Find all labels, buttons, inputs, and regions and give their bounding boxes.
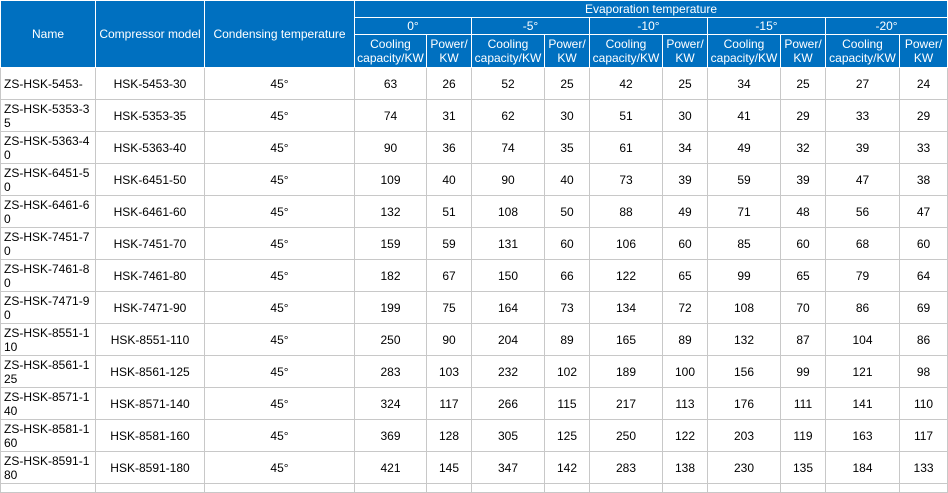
empty-cell [663, 484, 708, 493]
cooling-capacity-cell: 62 [472, 100, 545, 132]
power-cell: 59 [427, 228, 472, 260]
header-power: Power/ KW [427, 35, 472, 68]
cooling-capacity-cell: 106 [590, 228, 663, 260]
condensing-temp-cell: 45° [205, 164, 355, 196]
cooling-capacity-cell: 79 [826, 260, 900, 292]
header-power: Power/ KW [781, 35, 826, 68]
cooling-capacity-cell: 122 [590, 260, 663, 292]
header-cooling-capacity: Cooling capacity/KW [708, 35, 781, 68]
header-compressor-model: Compressor model [96, 1, 205, 68]
table-row [1, 388, 948, 420]
power-cell: 70 [781, 292, 826, 324]
cooling-capacity-cell: 250 [355, 324, 427, 356]
cooling-capacity-cell: 131 [472, 228, 545, 260]
empty-cell [427, 484, 472, 493]
name-cell: ZS-HSK-7451-70 [1, 228, 96, 260]
compressor-model-cell: HSK-8551-110 [96, 324, 205, 356]
empty-cell [590, 484, 663, 493]
power-cell: 117 [427, 388, 472, 420]
condensing-temp-cell: 45° [205, 228, 355, 260]
cooling-capacity-cell: 204 [472, 324, 545, 356]
power-cell: 72 [663, 292, 708, 324]
table-row [1, 196, 948, 228]
empty-cell [900, 484, 948, 493]
power-cell: 128 [427, 420, 472, 452]
power-cell: 111 [781, 388, 826, 420]
power-cell: 60 [545, 228, 590, 260]
power-cell: 125 [545, 420, 590, 452]
power-cell: 122 [663, 420, 708, 452]
table-row-partial [1, 484, 948, 493]
table-row [1, 68, 948, 100]
condensing-temp-cell: 45° [205, 292, 355, 324]
empty-cell [205, 484, 355, 493]
power-cell: 32 [781, 132, 826, 164]
power-cell: 50 [545, 196, 590, 228]
name-cell: ZS-HSK-8571-140 [1, 388, 96, 420]
name-cell: ZS-HSK-8561-125 [1, 356, 96, 388]
cooling-capacity-cell: 108 [472, 196, 545, 228]
header-cooling-capacity: Cooling capacity/KW [826, 35, 900, 68]
cooling-capacity-cell: 47 [826, 164, 900, 196]
cooling-capacity-cell: 56 [826, 196, 900, 228]
cooling-capacity-cell: 165 [590, 324, 663, 356]
power-cell: 30 [545, 100, 590, 132]
condensing-temp-cell: 45° [205, 68, 355, 100]
empty-cell [708, 484, 781, 493]
power-cell: 102 [545, 356, 590, 388]
cooling-capacity-cell: 305 [472, 420, 545, 452]
power-cell: 35 [545, 132, 590, 164]
cooling-capacity-cell: 61 [590, 132, 663, 164]
power-cell: 25 [663, 68, 708, 100]
cooling-capacity-cell: 90 [355, 132, 427, 164]
empty-cell [96, 484, 205, 493]
header-cooling-capacity: Cooling capacity/KW [590, 35, 663, 68]
power-cell: 110 [900, 388, 948, 420]
header-power: Power/ KW [545, 35, 590, 68]
compressor-model-cell: HSK-7461-80 [96, 260, 205, 292]
compressor-model-cell: HSK-5453-30 [96, 68, 205, 100]
power-cell: 119 [781, 420, 826, 452]
empty-cell [826, 484, 900, 493]
power-cell: 24 [900, 68, 948, 100]
power-cell: 99 [781, 356, 826, 388]
cooling-capacity-cell: 121 [826, 356, 900, 388]
power-cell: 26 [427, 68, 472, 100]
cooling-capacity-cell: 33 [826, 100, 900, 132]
table-row [1, 260, 948, 292]
compressor-model-cell: HSK-5353-35 [96, 100, 205, 132]
compressor-model-cell: HSK-8571-140 [96, 388, 205, 420]
cooling-capacity-cell: 49 [708, 132, 781, 164]
power-cell: 33 [900, 132, 948, 164]
compressor-model-cell: HSK-8591-180 [96, 452, 205, 484]
cooling-capacity-cell: 134 [590, 292, 663, 324]
condensing-temp-cell: 45° [205, 132, 355, 164]
name-cell: ZS-HSK-7461-80 [1, 260, 96, 292]
name-cell: ZS-HSK-7471-90 [1, 292, 96, 324]
power-cell: 64 [900, 260, 948, 292]
empty-cell [472, 484, 545, 493]
header-evap-temp: 0° [355, 18, 472, 35]
header-power: Power/ KW [900, 35, 948, 68]
compressor-model-cell: HSK-5363-40 [96, 132, 205, 164]
power-cell: 34 [663, 132, 708, 164]
power-cell: 29 [900, 100, 948, 132]
power-cell: 25 [781, 68, 826, 100]
cooling-capacity-cell: 182 [355, 260, 427, 292]
cooling-capacity-cell: 74 [472, 132, 545, 164]
cooling-capacity-cell: 39 [826, 132, 900, 164]
condensing-temp-cell: 45° [205, 196, 355, 228]
cooling-capacity-cell: 86 [826, 292, 900, 324]
cooling-capacity-cell: 163 [826, 420, 900, 452]
name-cell: ZS-HSK-5353-35 [1, 100, 96, 132]
cooling-capacity-cell: 42 [590, 68, 663, 100]
header-evap-temp: -10° [590, 18, 708, 35]
cooling-capacity-cell: 104 [826, 324, 900, 356]
compressor-model-cell: HSK-8561-125 [96, 356, 205, 388]
power-cell: 47 [900, 196, 948, 228]
cooling-capacity-cell: 63 [355, 68, 427, 100]
power-cell: 117 [900, 420, 948, 452]
power-cell: 133 [900, 452, 948, 484]
header-evap-temp: -5° [472, 18, 590, 35]
cooling-capacity-cell: 88 [590, 196, 663, 228]
table-row [1, 452, 948, 484]
power-cell: 29 [781, 100, 826, 132]
header-power: Power/ KW [663, 35, 708, 68]
cooling-capacity-cell: 27 [826, 68, 900, 100]
cooling-capacity-cell: 369 [355, 420, 427, 452]
compressor-model-cell: HSK-8581-160 [96, 420, 205, 452]
cooling-capacity-cell: 283 [355, 356, 427, 388]
power-cell: 142 [545, 452, 590, 484]
cooling-capacity-cell: 68 [826, 228, 900, 260]
header-evaporation-temperature: Evaporation temperature [355, 1, 948, 18]
name-cell: ZS-HSK-8591-180 [1, 452, 96, 484]
cooling-capacity-cell: 34 [708, 68, 781, 100]
condensing-temp-cell: 45° [205, 420, 355, 452]
condensing-temp-cell: 45° [205, 260, 355, 292]
cooling-capacity-cell: 156 [708, 356, 781, 388]
table-row [1, 132, 948, 164]
power-cell: 75 [427, 292, 472, 324]
power-cell: 40 [545, 164, 590, 196]
power-cell: 115 [545, 388, 590, 420]
table-row [1, 292, 948, 324]
cooling-capacity-cell: 141 [826, 388, 900, 420]
power-cell: 113 [663, 388, 708, 420]
table-body [1, 68, 948, 493]
power-cell: 51 [427, 196, 472, 228]
cooling-capacity-cell: 73 [590, 164, 663, 196]
cooling-capacity-cell: 189 [590, 356, 663, 388]
cooling-capacity-cell: 159 [355, 228, 427, 260]
power-cell: 90 [427, 324, 472, 356]
power-cell: 87 [781, 324, 826, 356]
table-row [1, 228, 948, 260]
power-cell: 48 [781, 196, 826, 228]
header-evap-temp: -15° [708, 18, 826, 35]
compressor-model-cell: HSK-7471-90 [96, 292, 205, 324]
condensing-temp-cell: 45° [205, 388, 355, 420]
name-cell: ZS-HSK-8551-110 [1, 324, 96, 356]
name-cell: ZS-HSK-5363-40 [1, 132, 96, 164]
header-name: Name [1, 1, 96, 68]
empty-cell [545, 484, 590, 493]
power-cell: 100 [663, 356, 708, 388]
power-cell: 89 [663, 324, 708, 356]
power-cell: 39 [663, 164, 708, 196]
power-cell: 40 [427, 164, 472, 196]
power-cell: 66 [545, 260, 590, 292]
power-cell: 65 [781, 260, 826, 292]
condensing-temp-cell: 45° [205, 452, 355, 484]
cooling-capacity-cell: 59 [708, 164, 781, 196]
power-cell: 69 [900, 292, 948, 324]
cooling-capacity-cell: 52 [472, 68, 545, 100]
condensing-temp-cell: 45° [205, 324, 355, 356]
power-cell: 135 [781, 452, 826, 484]
cooling-capacity-cell: 90 [472, 164, 545, 196]
power-cell: 89 [545, 324, 590, 356]
empty-cell [781, 484, 826, 493]
cooling-capacity-cell: 217 [590, 388, 663, 420]
power-cell: 60 [900, 228, 948, 260]
compressor-model-cell: HSK-6461-60 [96, 196, 205, 228]
name-cell: ZS-HSK-6461-60 [1, 196, 96, 228]
power-cell: 86 [900, 324, 948, 356]
cooling-capacity-cell: 74 [355, 100, 427, 132]
cooling-capacity-cell: 109 [355, 164, 427, 196]
cooling-capacity-cell: 99 [708, 260, 781, 292]
cooling-capacity-cell: 164 [472, 292, 545, 324]
compressor-model-cell: HSK-6451-50 [96, 164, 205, 196]
cooling-capacity-cell: 347 [472, 452, 545, 484]
empty-cell [1, 484, 96, 493]
power-cell: 60 [663, 228, 708, 260]
cooling-capacity-cell: 150 [472, 260, 545, 292]
header-cooling-capacity: Cooling capacity/KW [472, 35, 545, 68]
power-cell: 31 [427, 100, 472, 132]
cooling-capacity-cell: 41 [708, 100, 781, 132]
name-cell: ZS-HSK-8581-160 [1, 420, 96, 452]
cooling-capacity-cell: 203 [708, 420, 781, 452]
cooling-capacity-cell: 232 [472, 356, 545, 388]
cooling-capacity-cell: 132 [708, 324, 781, 356]
cooling-capacity-cell: 176 [708, 388, 781, 420]
power-cell: 30 [663, 100, 708, 132]
table-row [1, 356, 948, 388]
cooling-capacity-cell: 266 [472, 388, 545, 420]
power-cell: 103 [427, 356, 472, 388]
cooling-capacity-cell: 184 [826, 452, 900, 484]
header-condensing-temperature: Condensing temperature [205, 1, 355, 68]
header-evap-temp: -20° [826, 18, 948, 35]
power-cell: 39 [781, 164, 826, 196]
power-cell: 98 [900, 356, 948, 388]
power-cell: 36 [427, 132, 472, 164]
power-cell: 38 [900, 164, 948, 196]
cooling-capacity-cell: 421 [355, 452, 427, 484]
table-row [1, 100, 948, 132]
header-cooling-capacity: Cooling capacity/KW [355, 35, 427, 68]
power-cell: 138 [663, 452, 708, 484]
condensing-temp-cell: 45° [205, 100, 355, 132]
name-cell: ZS-HSK-6451-50 [1, 164, 96, 196]
compressor-model-cell: HSK-7451-70 [96, 228, 205, 260]
cooling-capacity-cell: 51 [590, 100, 663, 132]
cooling-capacity-cell: 250 [590, 420, 663, 452]
condensing-temp-cell: 45° [205, 356, 355, 388]
power-cell: 49 [663, 196, 708, 228]
empty-cell [355, 484, 427, 493]
table-row [1, 164, 948, 196]
cooling-capacity-cell: 324 [355, 388, 427, 420]
table-row [1, 324, 948, 356]
cooling-capacity-cell: 85 [708, 228, 781, 260]
power-cell: 67 [427, 260, 472, 292]
cooling-capacity-cell: 283 [590, 452, 663, 484]
power-cell: 60 [781, 228, 826, 260]
power-cell: 25 [545, 68, 590, 100]
power-cell: 145 [427, 452, 472, 484]
cooling-capacity-cell: 71 [708, 196, 781, 228]
cooling-capacity-cell: 132 [355, 196, 427, 228]
cooling-capacity-cell: 108 [708, 292, 781, 324]
name-cell: ZS-HSK-5453- [1, 68, 96, 100]
cooling-capacity-cell: 230 [708, 452, 781, 484]
table-row [1, 420, 948, 452]
cooling-capacity-cell: 199 [355, 292, 427, 324]
power-cell: 65 [663, 260, 708, 292]
power-cell: 73 [545, 292, 590, 324]
